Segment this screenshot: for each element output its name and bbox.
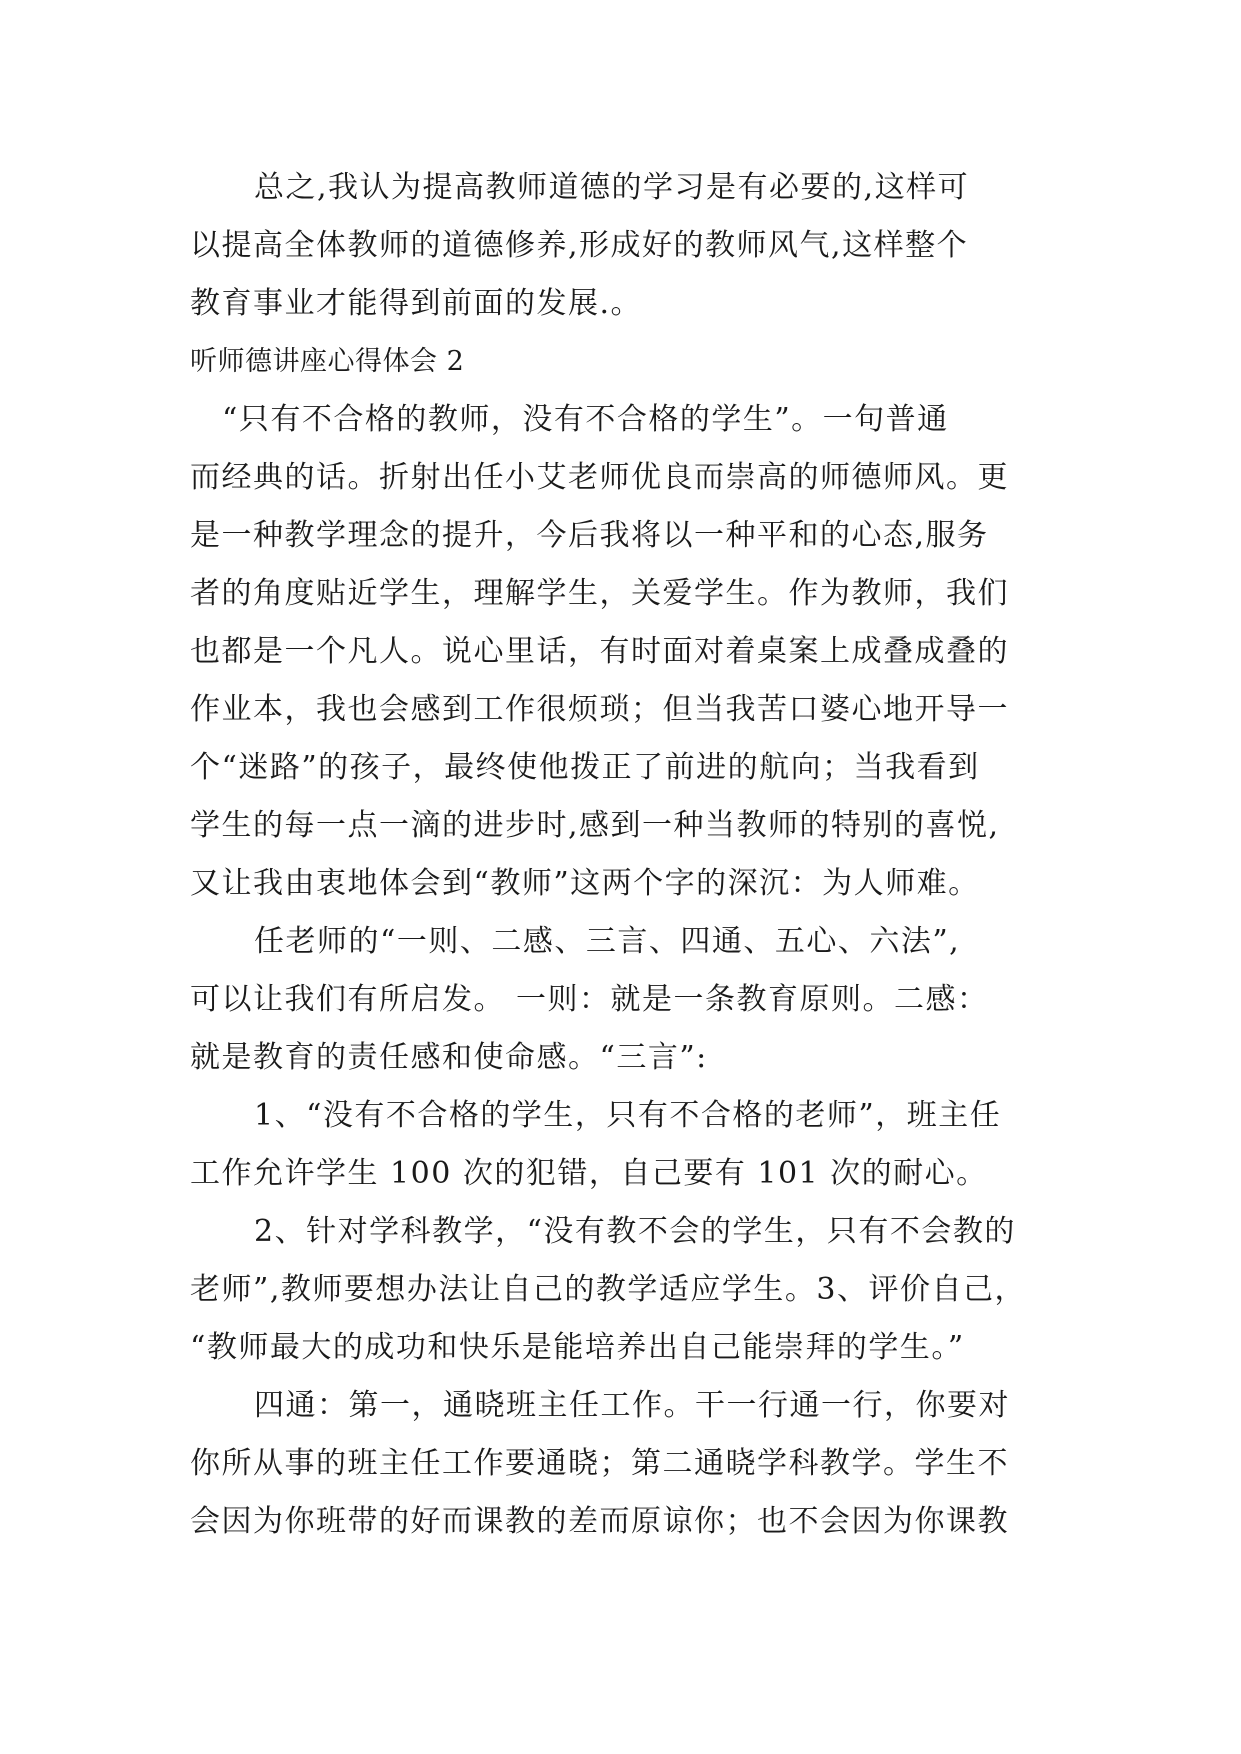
text-line: 工作允许学生 100 次的犯错，自己要有 101 次的耐心。	[190, 1156, 988, 1191]
section-heading: 听师德讲座心得体会 2	[190, 346, 465, 377]
text-line: 总之,我认为提高教师道德的学习是有必要的,这样可	[254, 170, 970, 205]
text-line: 个“迷路”的孩子，最终使他拨正了前进的航向；当我看到	[190, 750, 980, 785]
text-line: “教师最大的成功和快乐是能培养出自己能崇拜的学生。”	[190, 1330, 965, 1365]
text-line: 而经典的话。折射出任小艾老师优良而崇高的师德师风。更	[190, 460, 1009, 495]
text-line: 你所从事的班主任工作要通晓；第二通晓学科教学。学生不	[190, 1446, 1009, 1481]
text-line: 任老师的“一则、二感、三言、四通、五心、六法”,	[254, 924, 961, 959]
text-line: 教育事业才能得到前面的发展.。	[190, 286, 643, 321]
text-line: 老师”,教师要想办法让自己的教学适应学生。3、评价自己，	[190, 1272, 1026, 1307]
text-line: 以提高全体教师的道德修养,形成好的教师风气,这样整个	[190, 228, 969, 263]
text-line: 学生的每一点一滴的进步时,感到一种当教师的特别的喜悦,	[190, 808, 1000, 843]
text-line: 2、针对学科教学，“没有教不会的学生，只有不会教的	[254, 1214, 1016, 1249]
text-line: “只有不合格的教师，没有不合格的学生”。一句普通	[222, 402, 949, 437]
text-line: 会因为你班带的好而课教的差而原谅你；也不会因为你课教	[190, 1504, 1009, 1539]
text-line: 又让我由衷地体会到“教师”这两个字的深沉：为人师难。	[190, 866, 980, 901]
text-line: 是一种教学理念的提升，今后我将以一种平和的心态,服务	[190, 518, 989, 553]
text-line: 四通：第一，通晓班主任工作。干一行通一行，你要对	[254, 1388, 1010, 1423]
text-line: 就是教育的责任感和使命感。“三言”:	[190, 1040, 708, 1075]
text-line: 也都是一个凡人。说心里话，有时面对着桌案上成叠成叠的	[190, 634, 1009, 669]
text-line: 者的角度贴近学生，理解学生，关爱学生。作为教师，我们	[190, 576, 1009, 611]
text-line: 作业本，我也会感到工作很烦琐；但当我苦口婆心地开导一	[190, 692, 1009, 727]
text-line: 1、“没有不合格的学生，只有不合格的老师”，班主任	[254, 1098, 1002, 1133]
text-line: 可以让我们有所启发。 一则：就是一条教育原则。二感：	[190, 982, 989, 1017]
